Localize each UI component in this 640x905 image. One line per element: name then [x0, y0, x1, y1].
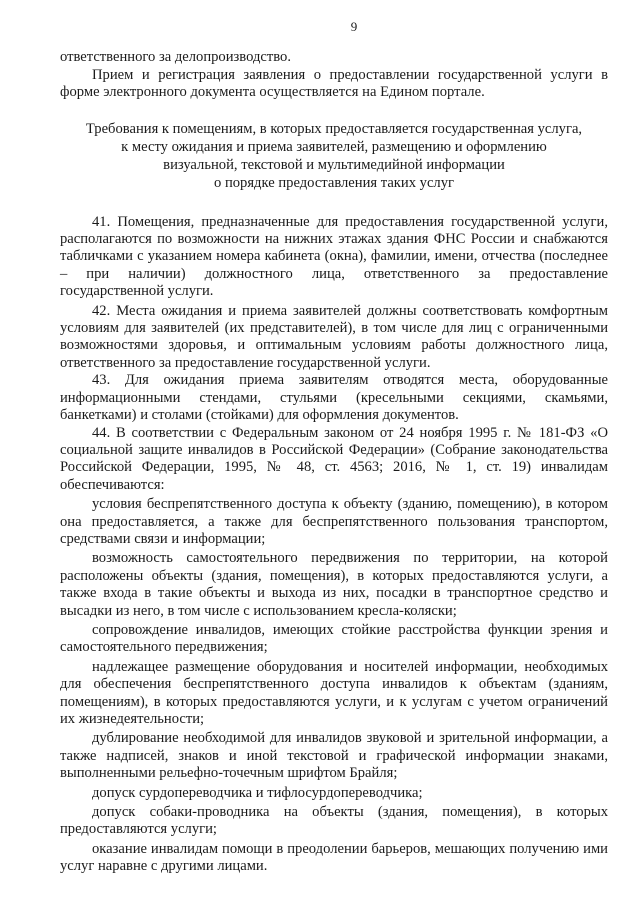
section-heading-line: Требования к помещениям, в которых предоставляется государственная услуга, [85, 120, 583, 137]
section-heading-line: о порядке предоставления таких услуг [214, 174, 454, 191]
section-heading-line: к месту ожидания и приема заявителей, размещению и оформлению [121, 138, 547, 155]
page-number: 9 [350, 19, 358, 34]
intro-line: ответственного за делопроизводство. [60, 49, 291, 66]
list-item-braille: дублирование необходимой для инвалидов звуковой и зрительной информации, а также надписей, знаков и иной текстовой и графической информации знаками, выполненными рельефно-точечным шрифтом Брайля; [60, 730, 608, 782]
list-item-accompaniment: сопровождение инвалидов, имеющих стойкие расстройства функции зрения и самостоятельного передвижения; [60, 621, 608, 656]
list-item-movement: возможность самостоятельного передвижения по территории, на которой расположены объекты (здания, помещения), в которых предоставляются услуги, а также входа в такие объекты и выхода из них, посадки в транспортное средство и высадки из него, в том числе с использованием кресла-коляски; [60, 550, 608, 619]
list-item-equipment: надлежащее размещение оборудования и носителей информации, необходимых для обеспечения беспрепятственного доступа инвалидов к объектам (зданиям, помещениям), в которых предоставляются услуги, и к услугам с учетом ограничений их жизнедеятельности; [60, 658, 608, 727]
section-heading-line: визуальной, текстовой и мультимедийной информации [163, 156, 505, 173]
paragraph-41: 41. Помещения, предназначенные для предоставления государственной услуги, располагаются по возможности на нижних этажах здания ФНС России и снабжаются табличками с указанием номера кабинета (окна), фамилии, имени, отчества (последнее – при наличии) должностного лица, ответственного за предоставление государственной услуги. [60, 213, 608, 300]
paragraph-43: 43. Для ожидания приема заявителям отводятся места, оборудованные информационными стендами, стульями (кресельными секциями, скамьями, банкетками) и столами (стойками) для оформления документов. [60, 372, 608, 424]
list-item-sign-interpreter: допуск сурдопереводчика и тифлосурдопереводчика; [92, 784, 423, 801]
intro-paragraph: Прием и регистрация заявления о предоставлении государственной услуги в форме электронного документа осуществляется на Едином портале. [60, 66, 608, 101]
list-item-access-conditions: условия беспрепятственного доступа к объекту (зданию, помещению), в котором она предоставляется, а также для беспрепятственного пользования транспортом, средствами связи и информации; [60, 496, 608, 547]
list-item-assistance: оказание инвалидам помощи в преодолении барьеров, мешающих получению ими услуг наравне с другими лицами. [60, 840, 608, 875]
section-heading [60, 120, 608, 192]
list-item-guide-dog: допуск собаки-проводника на объекты (здания, помещения), в которых предоставляются услуги; [60, 804, 608, 838]
paragraph-44: 44. В соответствии с Федеральным законом от 24 ноября 1995 г. № 181-ФЗ «О социальной защите инвалидов в Российской Федерации» (Собрание законодательства Российской Федерации, 1995, № 48, ст. 4563; 2016, № 1, ст. 19) инвалидам обеспечиваются: [60, 424, 608, 493]
paragraph-42: 42. Места ожидания и приема заявителей должны соответствовать комфортным условиям для заявителей (их представителей), в том числе для лиц с ограниченными возможностями здоровья, и оптимальным условиям работы должностного лица, ответственного за предоставление государственной услуги. [60, 302, 608, 371]
